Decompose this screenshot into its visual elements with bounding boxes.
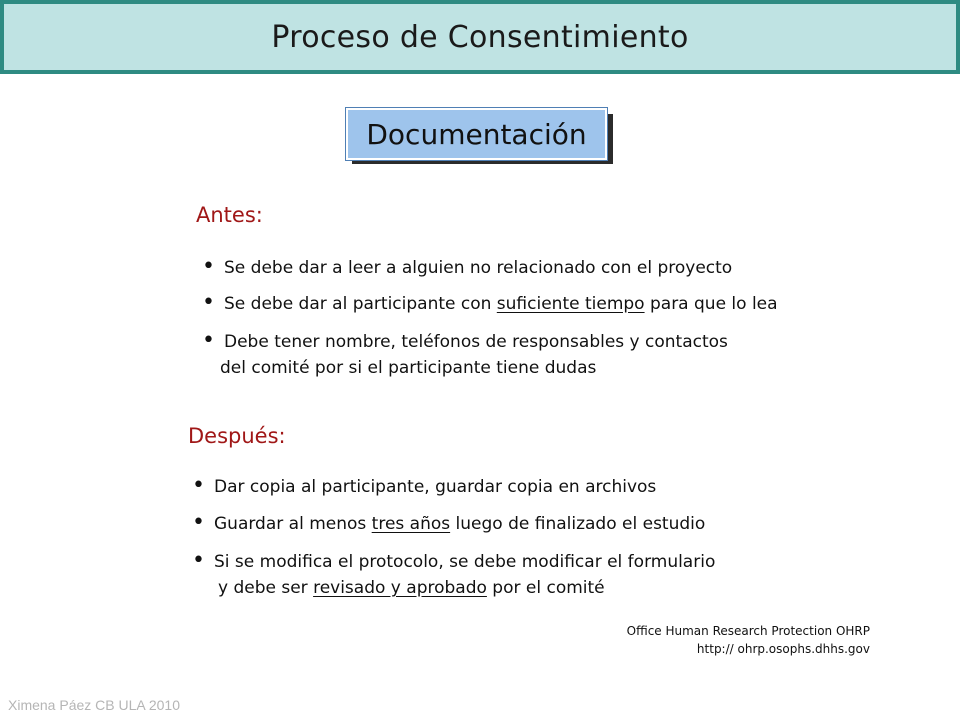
list-item-text: Dar copia al participante, guardar copia en archivos xyxy=(214,477,657,497)
section-title: Documentación xyxy=(366,117,587,151)
list-item-text: del comité por si el participante tiene dudas xyxy=(220,358,597,378)
underlined-text: suficiente tiempo xyxy=(496,294,645,314)
list-item-text: Si se modifica el protocolo, se debe modificar el formulario xyxy=(214,552,716,572)
list-item-text: para que lo lea xyxy=(644,294,778,314)
list-item-text: Se debe dar a leer a alguien no relacionado con el proyecto xyxy=(224,258,733,278)
despues-heading: Después: xyxy=(188,424,286,448)
slide-title: Proceso de Consentimiento xyxy=(271,19,689,55)
footer-credit: Ximena Páez CB ULA 2010 xyxy=(8,697,180,713)
bullet-icon: • xyxy=(202,254,215,279)
list-item xyxy=(202,328,728,355)
underlined-text: tres años xyxy=(371,514,451,534)
list-item-text: por el comité xyxy=(486,578,605,598)
bullet-icon: • xyxy=(202,328,215,353)
list-item xyxy=(202,290,778,317)
source-url: http:// ohrp.osophs.dhhs.gov xyxy=(696,642,870,656)
list-item-text: Guardar al menos xyxy=(214,514,372,534)
list-item-text: Se debe dar al participante con xyxy=(224,294,497,314)
list-item xyxy=(192,473,657,500)
title-bar xyxy=(0,0,960,74)
bullet-icon: • xyxy=(192,510,205,535)
section-box xyxy=(346,108,607,160)
list-item xyxy=(192,510,706,537)
source-line: Office Human Research Protection OHRP xyxy=(626,624,870,638)
antes-heading: Antes: xyxy=(196,203,263,227)
bullet-icon: • xyxy=(192,548,205,573)
list-item-continuation xyxy=(220,355,596,381)
bullet-icon: • xyxy=(192,473,205,498)
bullet-icon: • xyxy=(202,290,215,315)
source-citation xyxy=(627,622,870,658)
list-item-continuation xyxy=(218,575,605,601)
list-item-text: y debe ser xyxy=(218,578,314,598)
list-item xyxy=(192,548,716,575)
list-item xyxy=(202,254,733,281)
list-item-text: Debe tener nombre, teléfonos de responsables y contactos xyxy=(224,332,728,352)
underlined-text: revisado y aprobado xyxy=(313,578,487,598)
list-item-text: luego de finalizado el estudio xyxy=(450,514,706,534)
